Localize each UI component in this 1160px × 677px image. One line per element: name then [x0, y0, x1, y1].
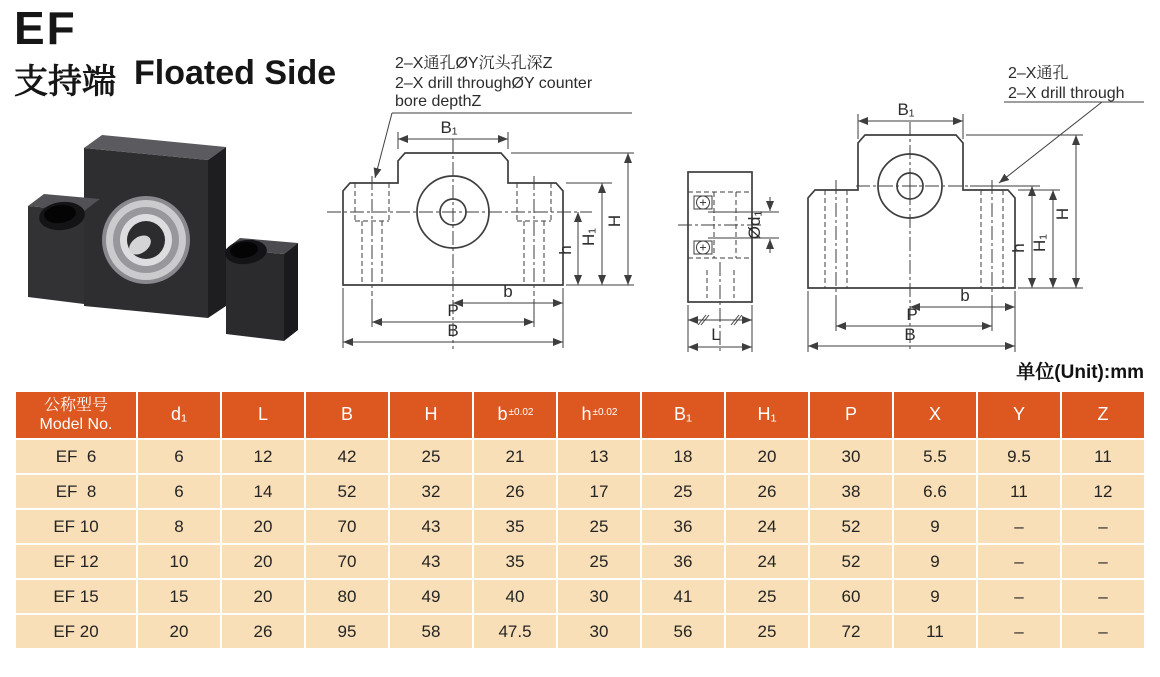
- callout-through-cn: 2–X通孔: [1008, 65, 1069, 82]
- value-cell: –: [978, 580, 1060, 613]
- value-cell: 10: [138, 545, 220, 578]
- set-screw-bottom: [694, 241, 712, 254]
- value-cell: 18: [642, 440, 724, 473]
- model-cell: EF 20: [16, 615, 136, 648]
- value-cell: 6: [138, 440, 220, 473]
- model-cell: EF 15: [16, 580, 136, 613]
- col-header-H: H: [390, 392, 472, 438]
- value-cell: 25: [558, 545, 640, 578]
- dim-label-P: P: [906, 305, 918, 324]
- model-cell: EF 6: [16, 440, 136, 473]
- value-cell: 36: [642, 545, 724, 578]
- dim-label-L: L: [711, 325, 721, 344]
- value-cell: 38: [810, 475, 892, 508]
- col-header-X: X: [894, 392, 976, 438]
- dimension-table: [14, 390, 1146, 650]
- dim-label-d1: Ød₁: [745, 210, 764, 240]
- through-holes-hidden: [825, 190, 1003, 288]
- callout-counterbore-en1: 2–X drill throughØY counter: [395, 75, 593, 92]
- col-header-b: $b^{\pm 0.02}$: [474, 392, 556, 438]
- callout-leader-line: [375, 113, 392, 178]
- subtitle-english: Floated Side: [134, 54, 337, 93]
- value-cell: 17: [558, 475, 640, 508]
- value-cell: 5.5: [894, 440, 976, 473]
- callout-counterbore-en2: bore depthZ: [395, 93, 482, 110]
- callout-leader-line: [999, 102, 1102, 183]
- series-code: EF: [14, 2, 77, 54]
- value-cell: 95: [306, 615, 388, 648]
- table-row: [16, 510, 1144, 543]
- value-cell: 36: [642, 510, 724, 543]
- value-cell: 52: [810, 545, 892, 578]
- value-cell: 32: [390, 475, 472, 508]
- col-header-B1: B₁: [642, 392, 724, 438]
- page-subtitle: [14, 54, 336, 103]
- value-cell: 52: [306, 475, 388, 508]
- unit-note: 单位(Unit):mm: [1016, 362, 1144, 383]
- value-cell: 26: [474, 475, 556, 508]
- dim-label-B1: B₁: [440, 118, 458, 137]
- value-cell: 25: [726, 615, 808, 648]
- value-cell: 9.5: [978, 440, 1060, 473]
- value-cell: 6.6: [894, 475, 976, 508]
- value-cell: 12: [1062, 475, 1144, 508]
- header-row: [16, 392, 1144, 438]
- model-cell: EF 12: [16, 545, 136, 578]
- value-cell: –: [1062, 545, 1144, 578]
- dim-label-b: b: [960, 286, 970, 305]
- value-cell: 20: [222, 510, 304, 543]
- col-header-Y: Y: [978, 392, 1060, 438]
- value-cell: 14: [222, 475, 304, 508]
- value-cell: 35: [474, 545, 556, 578]
- value-cell: 47.5: [474, 615, 556, 648]
- dim-label-B1: B₁: [897, 100, 915, 119]
- col-header-P: P: [810, 392, 892, 438]
- value-cell: 20: [222, 580, 304, 613]
- value-cell: 60: [810, 580, 892, 613]
- header-model-cn: 公称型号: [43, 396, 108, 414]
- value-cell: 9: [894, 510, 976, 543]
- body-outline: [808, 135, 1015, 288]
- value-cell: –: [978, 615, 1060, 648]
- front-view-through: [808, 100, 1083, 352]
- table-row: [16, 440, 1144, 473]
- col-header-h: $h^{\pm 0.02}$: [558, 392, 640, 438]
- table-row: [16, 475, 1144, 508]
- side-view: [678, 172, 779, 352]
- value-cell: 20: [726, 440, 808, 473]
- dim-label-h: h: [556, 245, 575, 255]
- col-header-Z: Z: [1062, 392, 1144, 438]
- value-cell: 43: [390, 545, 472, 578]
- value-cell: 13: [558, 440, 640, 473]
- callout-through: [999, 64, 1144, 183]
- value-cell: 25: [642, 475, 724, 508]
- page-title-block: [14, 4, 336, 103]
- header-model-en: Model No.: [39, 416, 113, 433]
- value-cell: 30: [558, 580, 640, 613]
- value-cell: 6: [138, 475, 220, 508]
- product-photo: [28, 135, 298, 341]
- dim-label-H: H: [1053, 207, 1072, 221]
- col-header-B: B: [306, 392, 388, 438]
- photo-tower-side: [208, 147, 226, 318]
- value-cell: 25: [726, 580, 808, 613]
- model-cell: EF 10: [16, 510, 136, 543]
- screw-cross: [700, 245, 706, 251]
- value-cell: 52: [810, 510, 892, 543]
- value-cell: 9: [894, 580, 976, 613]
- table-row: [16, 545, 1144, 578]
- dim-label-H1: H₁: [1030, 233, 1049, 253]
- value-cell: 24: [726, 545, 808, 578]
- value-cell: 72: [810, 615, 892, 648]
- photo-right-wing-side: [284, 243, 298, 341]
- callout-counterbore: [375, 54, 632, 178]
- value-cell: –: [978, 510, 1060, 543]
- value-cell: 9: [894, 545, 976, 578]
- callout-through-en: 2–X drill through: [1008, 85, 1125, 102]
- value-cell: 41: [642, 580, 724, 613]
- value-cell: –: [978, 545, 1060, 578]
- callout-counterbore-cn: 2–X通孔ØY沉头孔深Z: [395, 55, 553, 72]
- value-cell: 20: [222, 545, 304, 578]
- value-cell: 30: [810, 440, 892, 473]
- value-cell: 70: [306, 545, 388, 578]
- value-cell: –: [1062, 615, 1144, 648]
- value-cell: 30: [558, 615, 640, 648]
- col-header-L: L: [222, 392, 304, 438]
- value-cell: –: [1062, 580, 1144, 613]
- value-cell: 56: [642, 615, 724, 648]
- subtitle-chinese: 支持端: [14, 63, 116, 102]
- model-cell: EF 8: [16, 475, 136, 508]
- value-cell: 26: [222, 615, 304, 648]
- value-cell: 24: [726, 510, 808, 543]
- value-cell: 8: [138, 510, 220, 543]
- value-cell: 11: [1062, 440, 1144, 473]
- dim-label-H1: H₁: [579, 227, 598, 247]
- value-cell: 20: [138, 615, 220, 648]
- value-cell: 25: [558, 510, 640, 543]
- table-row: [16, 615, 1144, 648]
- value-cell: 12: [222, 440, 304, 473]
- set-screw-top: [694, 196, 712, 209]
- screw-cross: [700, 200, 706, 206]
- dim-label-h: h: [1009, 243, 1028, 253]
- dim-label-P: P: [447, 301, 459, 320]
- value-cell: –: [1062, 510, 1144, 543]
- front-view-counterbore: [327, 118, 634, 349]
- value-cell: 49: [390, 580, 472, 613]
- col-header-model: [16, 392, 136, 438]
- dim-label-B: B: [447, 321, 459, 340]
- value-cell: 11: [894, 615, 976, 648]
- value-cell: 43: [390, 510, 472, 543]
- value-cell: 42: [306, 440, 388, 473]
- table-row: [16, 580, 1144, 613]
- col-header-H1: H₁: [726, 392, 808, 438]
- value-cell: 11: [978, 475, 1060, 508]
- value-cell: 35: [474, 510, 556, 543]
- value-cell: 21: [474, 440, 556, 473]
- value-cell: 40: [474, 580, 556, 613]
- value-cell: 70: [306, 510, 388, 543]
- dim-label-b: b: [503, 282, 513, 301]
- value-cell: 80: [306, 580, 388, 613]
- value-cell: 58: [390, 615, 472, 648]
- col-header-d1: d₁: [138, 392, 220, 438]
- dim-label-H: H: [605, 214, 624, 228]
- value-cell: 25: [390, 440, 472, 473]
- value-cell: 15: [138, 580, 220, 613]
- value-cell: 26: [726, 475, 808, 508]
- dim-label-B: B: [904, 325, 916, 344]
- dimension-table-wrap: [14, 390, 1146, 650]
